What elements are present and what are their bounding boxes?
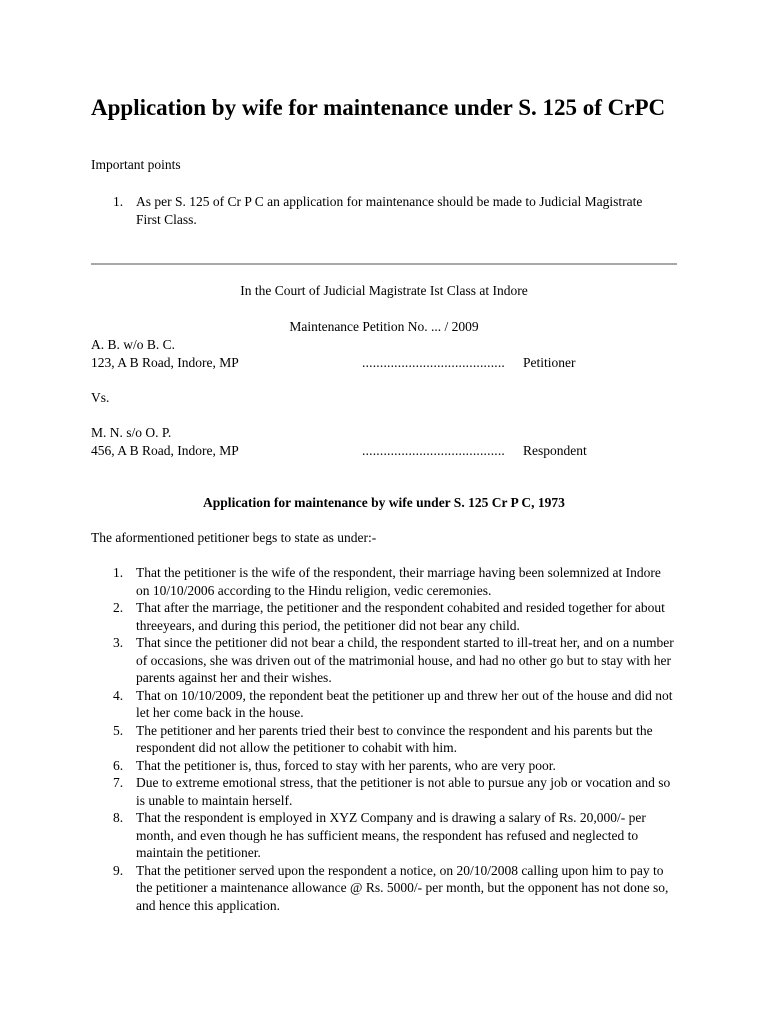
list-item-text: That the respondent is employed in XYZ Company and is drawing a salary of Rs. 20,000/- per month, and even though he has sufficient means, the respondent has refused and neglected to maintain the petitioner.: [136, 810, 646, 860]
list-item: [91, 722, 676, 757]
list-item-text: That the petitioner is the wife of the respondent, their marriage having been solemnized at Indore on 10/10/2006 according to the Hindu religion, vedic ceremonies.: [136, 565, 661, 598]
list-item-number: 1.: [113, 565, 124, 580]
versus-label: Vs.: [91, 390, 110, 405]
list-item: [91, 564, 676, 599]
list-item-text: That on 10/10/2009, the repondent beat the petitioner up and threw her out of the house and did not let her come back in the house.: [136, 687, 673, 720]
list-item: [91, 687, 676, 722]
list-item-text: That since the petitioner did not bear a child, the respondent started to ill-treat her, and on a number of occasions, she was driven out of the matrimonial house, and had no other go but to stay with her parents against her and their wishes.: [136, 635, 674, 685]
list-item: [91, 599, 676, 634]
court-name: In the Court of Judicial Magistrate Ist Class at Indore: [240, 283, 528, 298]
list-item: [91, 774, 676, 809]
list-item-text: That the petitioner is, thus, forced to stay with her parents, who are very poor.: [136, 757, 556, 773]
list-item-number: 8.: [113, 810, 124, 825]
horizontal-divider: [91, 263, 677, 265]
list-item-number: 3.: [113, 635, 124, 650]
list-item-text: As per S. 125 of Cr P C an application for maintenance should be made to Judicial Magistrate First Class.: [136, 194, 643, 227]
list-item-number: 1.: [113, 194, 124, 209]
list-item-text: Due to extreme emotional stress, that the petitioner is not able to pursue any job or vocation and so is unable to maintain herself.: [136, 775, 671, 808]
intro-text: The aformentioned petitioner begs to state as under:-: [91, 530, 377, 545]
respondent-address: 456, A B Road, Indore, MP: [91, 443, 239, 458]
petitioner-name: A. B. w/o B. C.: [91, 337, 176, 352]
list-item-number: 2.: [113, 600, 124, 615]
important-points-list: [91, 193, 651, 228]
list-item-number: 4.: [113, 687, 124, 703]
petition-points-list: [91, 564, 676, 914]
respondent-dots: ........................................: [362, 443, 505, 458]
petitioner-dots: ........................................: [362, 355, 505, 370]
list-item: [91, 757, 676, 775]
list-item-number: 9.: [113, 862, 124, 878]
list-item: [91, 809, 676, 862]
list-item: [91, 193, 651, 228]
list-item-text: The petitioner and her parents tried their best to convince the respondent and his parents but the respondent did not allow the petitioner to cohabit with him.: [136, 722, 653, 755]
list-item-text: That the petitioner served upon the respondent a notice, on 20/10/2008 calling upon him to pay to the petitioner a maintenance allowance @ Rs. 5000/- per month, but the opponent has not done so, and hence this application.: [136, 862, 669, 913]
list-item: [91, 634, 676, 687]
petition-number: Maintenance Petition No. ... / 2009: [289, 319, 479, 334]
list-item: [91, 862, 676, 915]
petitioner-address: 123, A B Road, Indore, MP: [91, 355, 239, 370]
petitioner-role: Petitioner: [523, 355, 576, 370]
respondent-role: Respondent: [523, 443, 587, 458]
list-item-number: 5.: [113, 722, 124, 738]
application-heading: Application for maintenance by wife under S. 125 Cr P C, 1973: [203, 495, 565, 510]
list-item-number: 6.: [113, 757, 124, 773]
respondent-name: M. N. s/o O. P.: [91, 425, 172, 440]
document-title: Application by wife for maintenance under S. 125 of CrPC: [91, 95, 666, 120]
important-points-label: Important points: [91, 157, 181, 172]
list-item-text: That after the marriage, the petitioner and the respondent cohabited and resided together for about threeyears, and during this period, the petitioner did not bear any child.: [136, 600, 665, 633]
list-item-number: 7.: [113, 775, 124, 790]
